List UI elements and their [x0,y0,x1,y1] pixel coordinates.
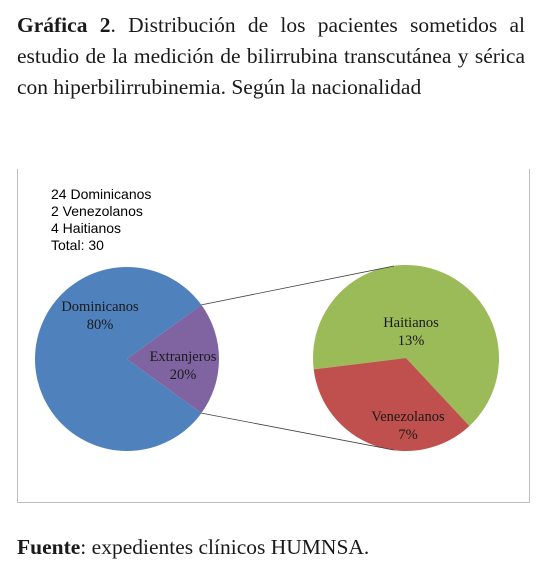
label-venezolanos-percent: 7% [398,427,418,443]
counts-note [51,186,151,254]
label-dominicanos-percent: 80% [86,317,114,333]
label-dominicanos-name: Dominicanos [61,299,139,315]
label-venezolanos-name: Venezolanos [371,409,445,425]
caption-label: Gráfica 2 [17,13,111,37]
source-text: : expedientes clínicos HUMNSA. [80,535,370,559]
source-note [17,535,369,560]
label-haitianos-percent: 13% [397,333,425,349]
source-label: Fuente [17,535,81,559]
label-haitianos-name: Haitianos [383,315,439,331]
caption-text: . Distribución de los pacientes sometidos al estudio de la medición de bilirrubina transcutánea y sérica con hiperbilirrubinemia. Según la nacionalidad [17,13,525,99]
label-extranjeros-percent: 20% [169,367,197,383]
label-extranjeros-name: Extranjeros [149,349,217,365]
note-line-total: Total: 30 [51,237,104,253]
note-line-venezolanos: 2 Venezolanos [51,203,143,219]
note-line-dominicanos: 24 Dominicanos [51,186,152,202]
note-line-haitianos: 4 Haitianos [51,220,122,236]
